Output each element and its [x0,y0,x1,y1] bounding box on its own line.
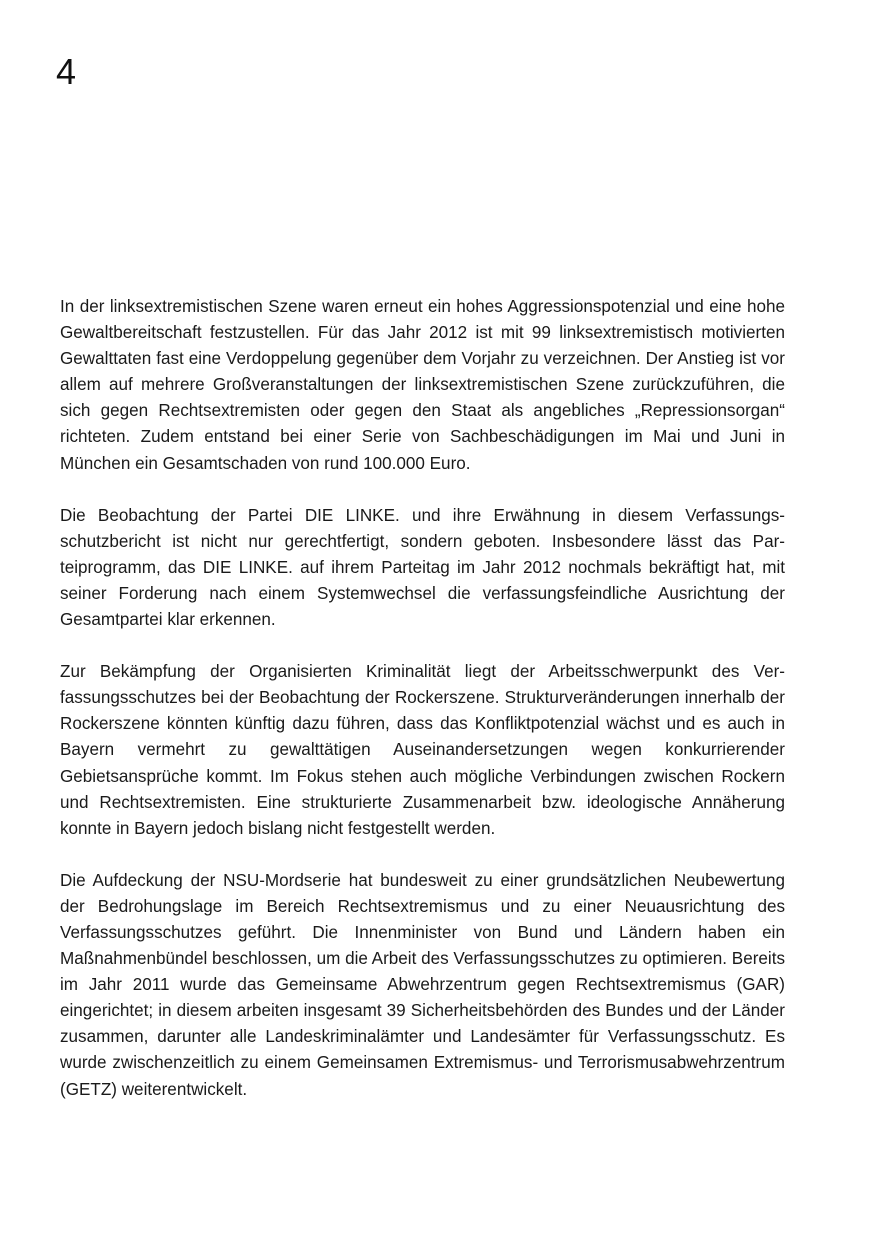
paragraph-left-extremism: In der linksextremistischen Szene waren erneut ein hohes Aggressionspotenzial und eine hohe Gewaltbereitschaft festzustellen. Für das Jahr 2012 ist mit 99 linksextremistisch motivierten Gewalttaten fast eine Verdoppelung gegenüber dem Vorjahr zu verzeichnen. Der Anstieg ist vor allem auf mehrere Großveranstaltungen der linksextremistischen Szene zurückzuführen, die sich gegen Rechtsextremisten oder gegen den Staat als angebliches „Repressionsorgan“ richteten. Zudem entstand bei einer Serie von Sachbeschädigungen im Mai und Juni in München ein Gesamtschaden von rund 100.000 Euro. [60,297,785,473]
paragraph-organized-crime: Zur Bekämpfung der Organisierten Kriminalität liegt der Arbeitsschwerpunkt des Verfassungsschutzes bei der Beobachtung der Rockerszene. Strukturveränderungen innerhalb der Rockerszene könnten künftig dazu führen, dass das Konfliktpotenzial wächst und es auch in Bayern vermehrt zu gewalttätigen Auseinandersetzungen wegen konkurrierender Gebietsansprüche kommt. Im Fokus stehen auch mögliche Verbindungen zwischen Rockern und Rechtsextremisten. Eine strukturierte Zusammenarbeit bzw. ideologische Annäherung konnte in Bayern jedoch bislang nicht festgestellt werden. [60,662,785,838]
paragraph-nsu: Die Aufdeckung der NSU-Mordserie hat bundesweit zu einer grundsätzlichen Neubewertung der Bedrohungslage im Bereich Rechtsextremismus und zu einer Neuausrichtung des Verfassungsschutzes geführt. Die Innenminister von Bund und Ländern haben ein Maßnahmenbündel beschlossen, um die Arbeit des Verfassungsschutzes zu optimieren. Bereits im Jahr 2011 wurde das Gemeinsame Abwehrzentrum gegen Rechtsextremismus (GAR) eingerichtet; in diesem arbeiten insgesamt 39 Sicherheitsbehörden des Bundes und der Länder zusammen, darunter alle Landeskriminalämter und Landesämter für Verfassungsschutz. Es wurde zwischenzeitlich zu einem Gemeinsamen Extremismus- und Terrorismusabwehrzentrum (GETZ) weiterentwickelt. [60,870,785,1099]
page-number: 4 [56,51,77,92]
paragraph-die-linke: Die Beobachtung der Partei DIE LINKE. und ihre Erwähnung in diesem Verfassungsschutzbericht ist nicht nur gerechtfertigt, sondern geboten. Insbesondere lässt das Parteiprogramm, das DIE LINKE. auf ihrem Parteitag im Jahr 2012 nochmals bekräftigt hat, mit seiner Forderung nach einem Systemwechsel die verfassungsfeindliche Ausrichtung der Gesamtpartei klar erkennen. [60,505,785,630]
body-text [60,294,785,1129]
